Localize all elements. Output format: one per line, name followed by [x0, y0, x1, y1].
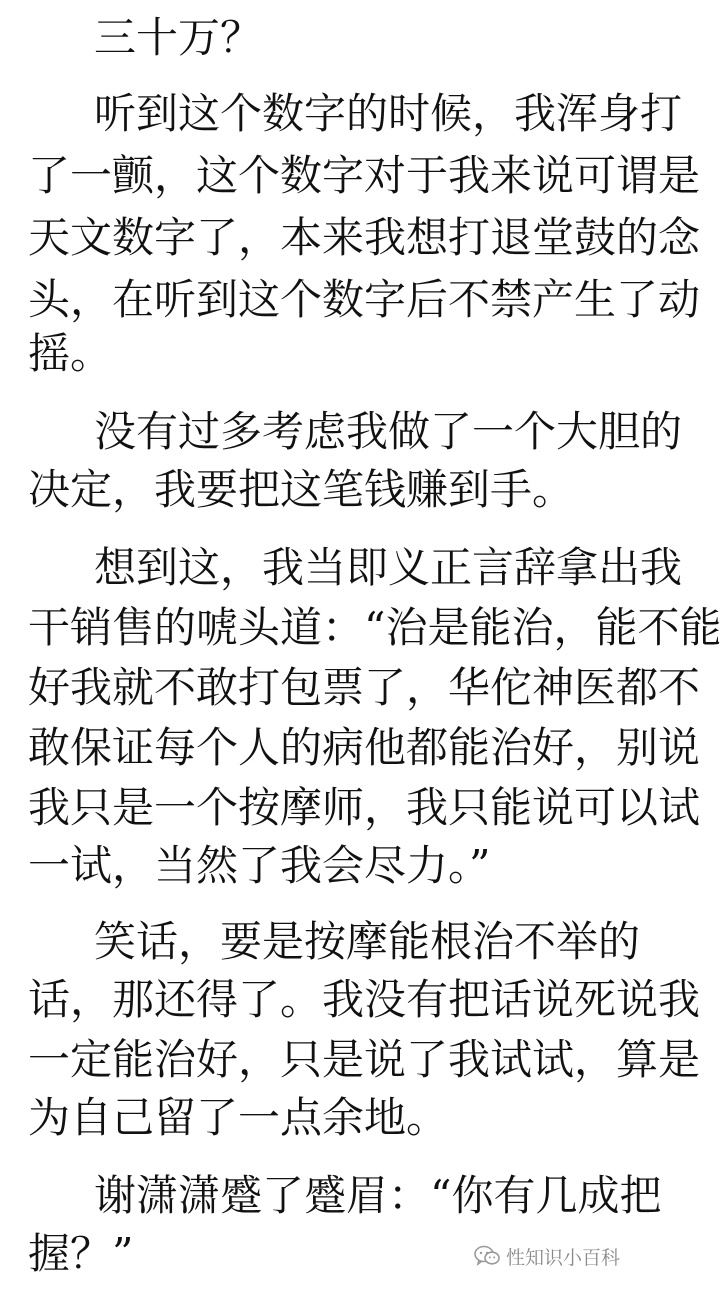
paragraph-line: 我只是一个按摩师，我只能说可以试	[28, 783, 701, 832]
paragraph-line: 想到这，我当即义正言辞拿出我	[94, 543, 683, 592]
wechat-icon	[474, 1245, 500, 1267]
paragraph-line: 话，那还得了。我没有把话说死说我	[28, 975, 701, 1024]
paragraph-line: 了一颤，这个数字对于我来说可谓是	[28, 151, 701, 200]
paragraph-line: 没有过多考虑我做了一个大胆的	[94, 407, 683, 456]
paragraph-line: 敢保证每个人的病他都能治好，别说	[28, 723, 701, 772]
paragraph-line: 干销售的唬头道：“治是能治，能不能	[28, 603, 721, 652]
watermark-text: 性知识小百科	[505, 1246, 620, 1269]
paragraph-line: 握？”	[28, 1229, 134, 1278]
paragraph-line: 一定能治好，只是说了我试试，算是	[28, 1035, 701, 1084]
paragraph-line: 为自己留了一点余地。	[28, 1093, 449, 1142]
wechat-watermark	[474, 1242, 620, 1270]
paragraph-line: 天文数字了，本来我想打退堂鼓的念	[28, 213, 701, 262]
paragraph-line: 谢潇潇蹙了蹙眉：“你有几成把	[94, 1171, 662, 1220]
paragraph-line: 摇。	[28, 329, 113, 378]
paragraph-line: 头，在听到这个数字后不禁产生了动	[28, 275, 701, 324]
paragraph-line: 一试，当然了我会尽力。”	[28, 841, 491, 890]
paragraph-line: 三十万？	[94, 13, 263, 62]
paragraph-line: 决定，我要把这笔钱赚到手。	[28, 465, 575, 514]
paragraph-line: 好我就不敢打包票了，华佗神医都不	[28, 663, 701, 712]
paragraph-line: 笑话，要是按摩能根治不举的	[94, 917, 641, 966]
paragraph-line: 听到这个数字的时候，我浑身打	[94, 89, 683, 138]
